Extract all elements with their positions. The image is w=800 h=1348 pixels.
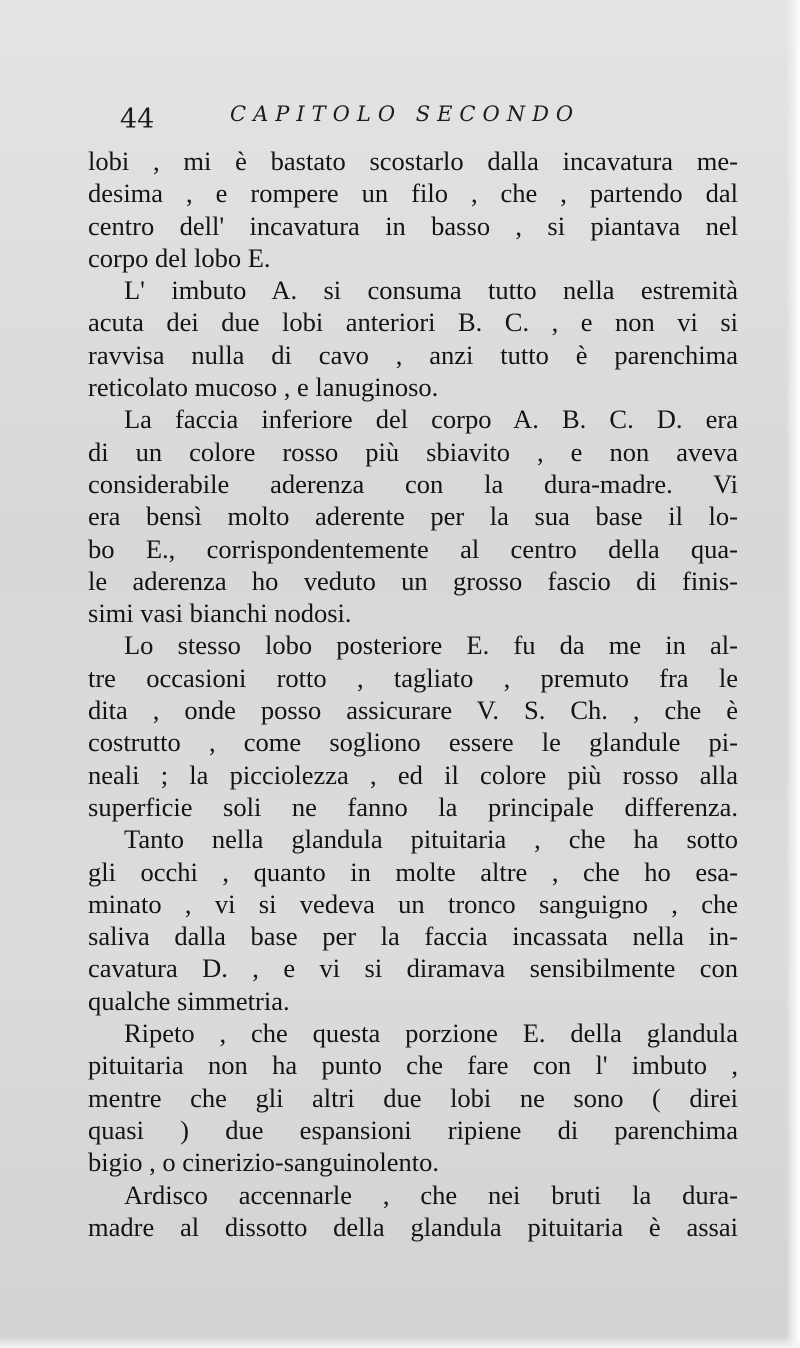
text-line: considerabile aderenza con la dura-madre. Vi bbox=[88, 468, 738, 499]
text-line: qualche simmetria. bbox=[88, 985, 290, 1016]
text-line: di un colore rosso più sbiavito , e non aveva bbox=[88, 436, 738, 467]
text-line: mentre che gli altri due lobi ne sono ( direi bbox=[88, 1082, 738, 1113]
text-line: bo E., corrispondentemente al centro della qua- bbox=[88, 533, 738, 564]
text-line: madre al dissotto della glandula pituitaria è assai bbox=[88, 1211, 738, 1242]
text-line: acuta dei due lobi anteriori B. C. , e non vi si bbox=[88, 307, 738, 338]
page-edge-bottom bbox=[0, 1336, 800, 1348]
page-header bbox=[120, 100, 720, 140]
text-line: costrutto , come sogliono essere le glandule pi- bbox=[88, 727, 738, 758]
text-line: Lo stesso lobo posteriore E. fu da me in al- bbox=[124, 630, 738, 661]
text-line: ravvisa nulla di cavo , anzi tutto è parenchima bbox=[88, 339, 738, 370]
page-number: 44 bbox=[120, 104, 155, 135]
text-line: desima , e rompere un filo , che , partendo dal bbox=[88, 178, 738, 209]
running-head: CAPITOLO SECONDO bbox=[230, 102, 581, 126]
text-line: tre occasioni rotto , tagliato , premuto fra le bbox=[88, 662, 738, 693]
text-line: Tanto nella glandula pituitaria , che ha sotto bbox=[124, 824, 738, 855]
text-line: Ardisco accennarle , che nei bruti la dura- bbox=[124, 1179, 738, 1210]
text-line: lobi , mi è bastato scostarlo dalla incavatura me- bbox=[88, 146, 738, 176]
text-line: gli occhi , quanto in molte altre , che ho esa- bbox=[88, 856, 738, 887]
text-line: corpo del lobo E. bbox=[88, 242, 271, 273]
text-line: dita , onde posso assicurare V. S. Ch. , che è bbox=[88, 695, 738, 726]
text-line: centro dell' incavatura in basso , si piantava nel bbox=[88, 210, 738, 241]
text-line: L' imbuto A. si consuma tutto nella estremità bbox=[124, 275, 738, 306]
page-edge-right bbox=[786, 0, 800, 1348]
text-line: reticolato mucoso , e lanuginoso. bbox=[88, 372, 439, 403]
text-line: superficie soli ne fanno la principale differenza. bbox=[88, 791, 738, 822]
body-text bbox=[88, 145, 738, 1243]
text-line: neali ; la picciolezza , ed il colore più rosso alla bbox=[88, 759, 738, 790]
text-line: cavatura D. , e vi si diramava sensibilmente con bbox=[88, 953, 738, 984]
text-line: quasi ) due espansioni ripiene di parenchima bbox=[88, 1114, 738, 1145]
text-line: le aderenza ho veduto un grosso fascio di finis- bbox=[88, 565, 738, 596]
text-line: La faccia inferiore del corpo A. B. C. D. era bbox=[124, 404, 738, 435]
text-line: era bensì molto aderente per la sua base il lo- bbox=[88, 501, 738, 532]
text-line: pituitaria non ha punto che fare con l' imbuto , bbox=[88, 1050, 738, 1081]
text-line: minato , vi si vedeva un tronco sanguigno , che bbox=[88, 888, 738, 919]
text-line: saliva dalla base per la faccia incassata nella in- bbox=[88, 921, 738, 952]
text-line: Ripeto , che questa porzione E. della glandula bbox=[124, 1018, 738, 1049]
text-line: simi vasi bianchi nodosi. bbox=[88, 598, 352, 629]
text-line: bigio , o cinerizio-sanguinolento. bbox=[88, 1147, 440, 1178]
